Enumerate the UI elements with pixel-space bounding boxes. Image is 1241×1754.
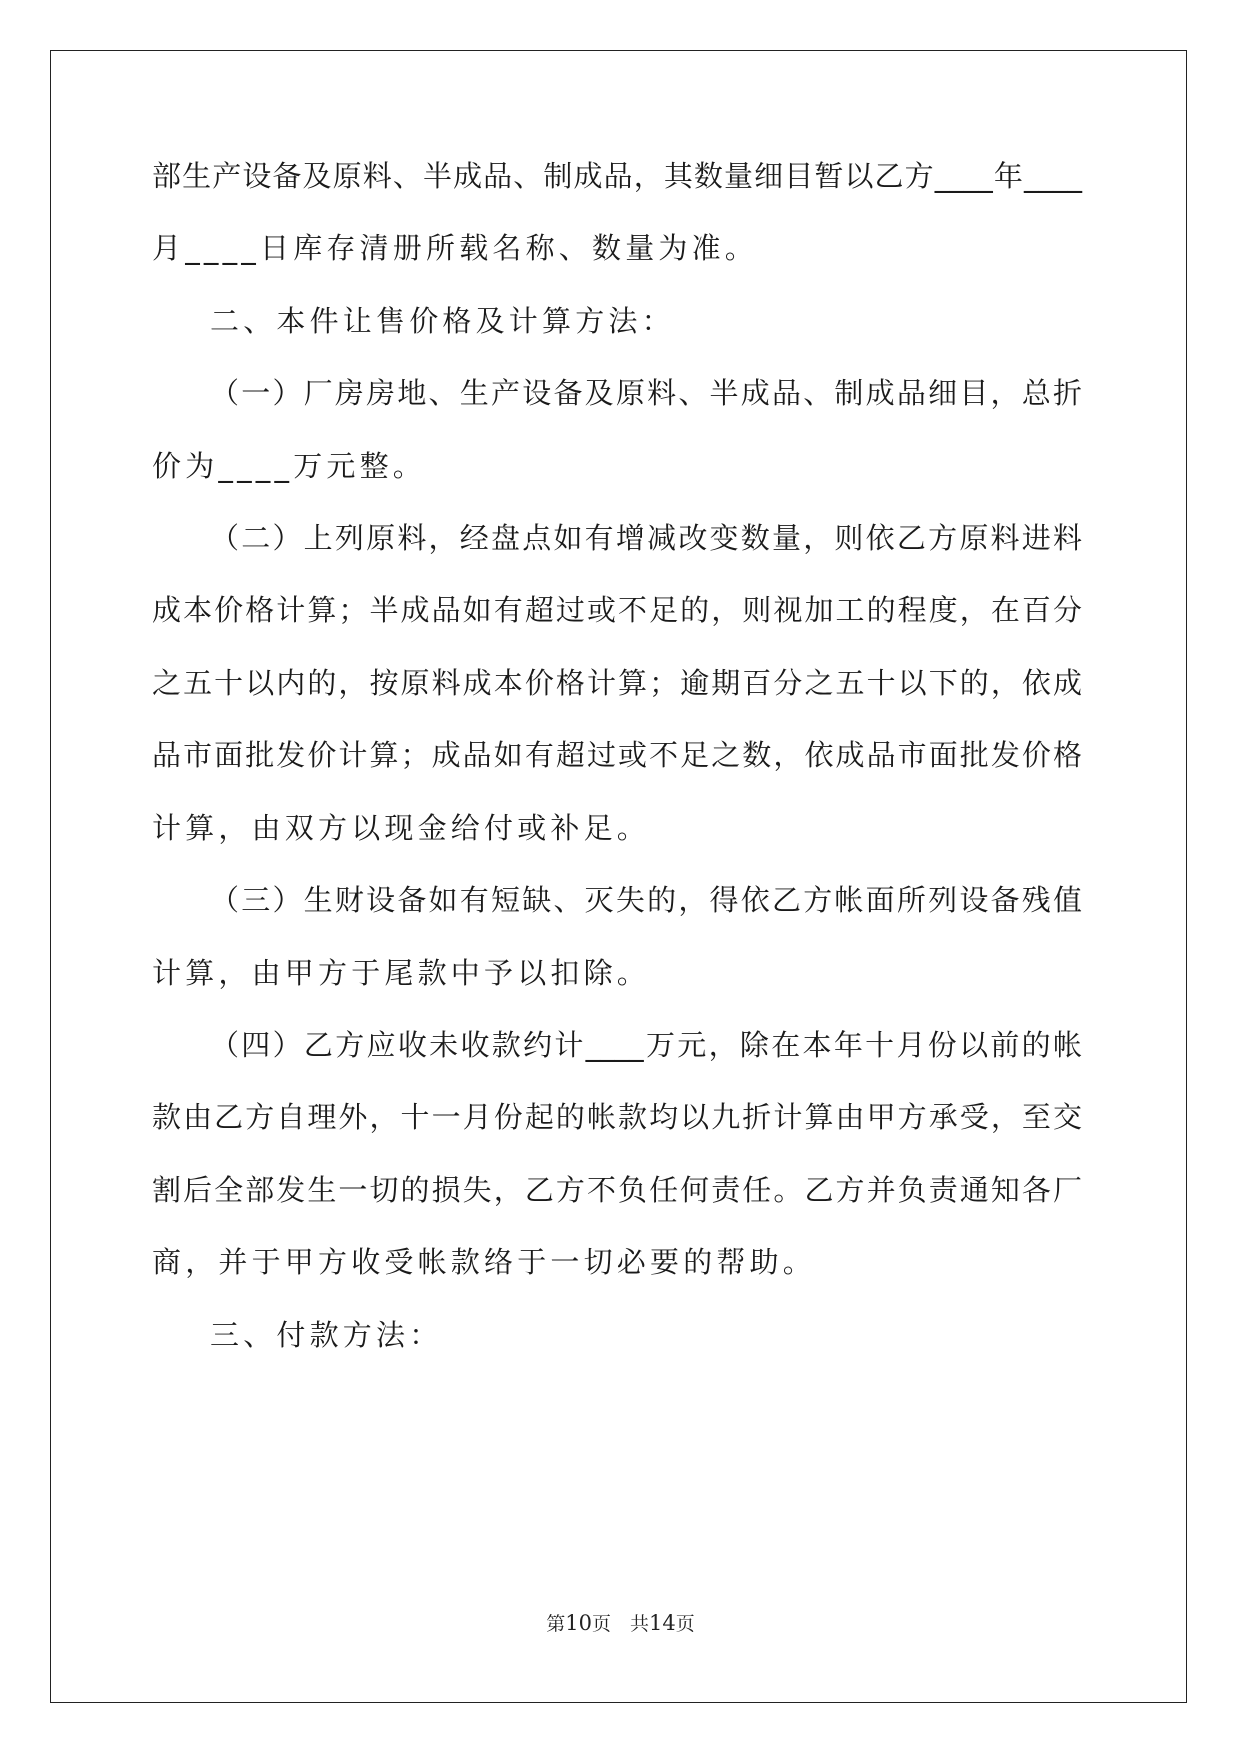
text-line-16: 商，并于甲方收受帐款络于一切必要的帮助。 xyxy=(152,1245,817,1279)
footer-suffix: 页 xyxy=(675,1613,695,1635)
text-line-2: 月____日库存清册所载名称、数量为准。 xyxy=(152,231,759,265)
footer-mid: 页 共 xyxy=(591,1613,649,1635)
footer-prefix: 第 xyxy=(546,1613,566,1635)
page-number-footer xyxy=(0,1611,1241,1636)
page-border xyxy=(50,50,1187,1703)
text-line-10: 计算，由双方以现金给付或补足。 xyxy=(152,811,651,845)
text-line-15: 割后全部发生一切的损失，乙方不负任何责任。乙方并负责通知各厂 xyxy=(152,1173,1082,1207)
text-line-14: 款由乙方自理外，十一月份起的帐款均以九折计算由甲方承受，至交 xyxy=(152,1100,1082,1134)
section-heading-3: 三、付款方法： xyxy=(210,1318,443,1352)
text-line-12: 计算，由甲方于尾款中予以扣除。 xyxy=(152,956,651,990)
text-line-11: （三）生财设备如有短缺、灭失的，得依乙方帐面所列设备残值 xyxy=(210,883,1082,917)
text-line-13: （四）乙方应收未收款约计____万元，除在本年十月份以前的帐 xyxy=(210,1028,1082,1062)
text-line-9: 品市面批发价计算；成品如有超过或不足之数，依成品市面批发价格 xyxy=(152,738,1082,772)
text-line-8: 之五十以内的，按原料成本价格计算；逾期百分之五十以下的，依成 xyxy=(152,666,1082,700)
text-line-4: （一）厂房房地、生产设备及原料、半成品、制成品细目，总折 xyxy=(210,376,1082,410)
section-heading-2: 二、本件让售价格及计算方法： xyxy=(210,304,675,338)
footer-total-pages: 14 xyxy=(649,1611,676,1635)
text-line-1: 部生产设备及原料、半成品、制成品，其数量细目暂以乙方____年____ xyxy=(152,159,1082,193)
text-line-7: 成本价格计算；半成品如有超过或不足的，则视加工的程度，在百分 xyxy=(152,593,1082,627)
text-line-5: 价为____万元整。 xyxy=(152,449,427,483)
footer-current-page: 10 xyxy=(565,1611,592,1635)
text-line-6: （二）上列原料，经盘点如有增减改变数量，则依乙方原料进料 xyxy=(210,521,1082,555)
